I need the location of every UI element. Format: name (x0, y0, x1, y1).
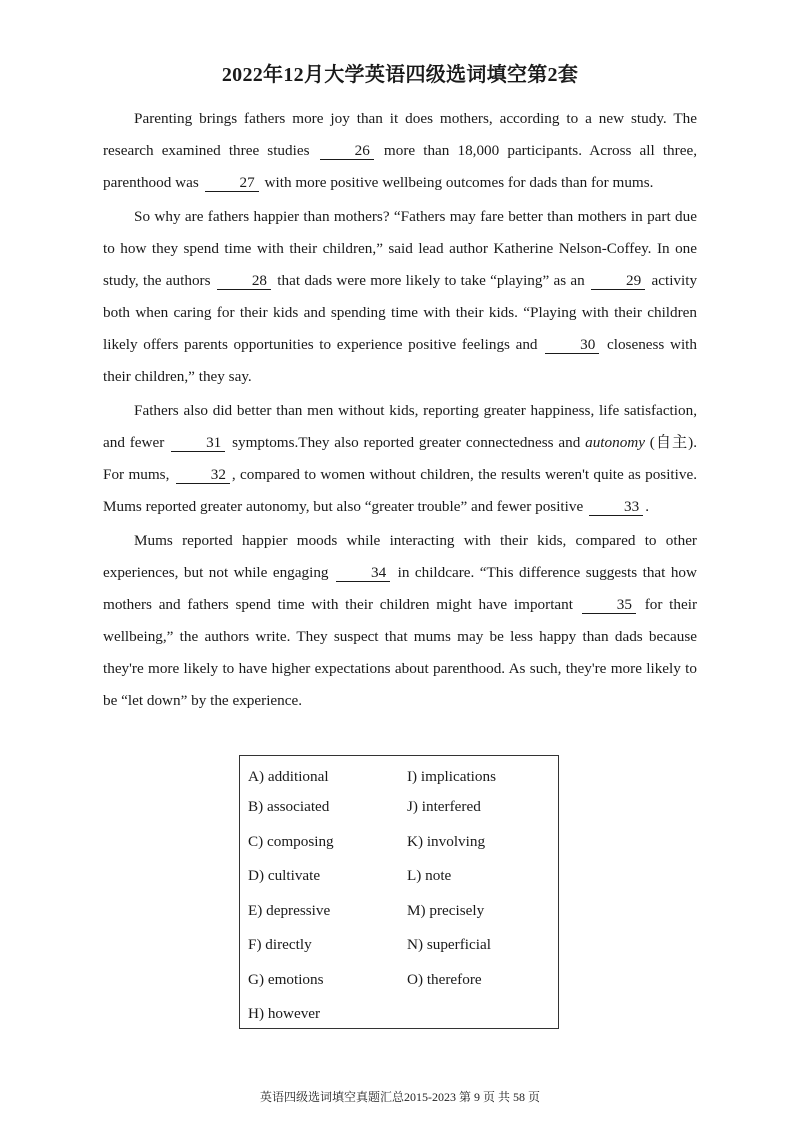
option-a: A) additional (248, 768, 329, 785)
option-n: N) superficial (407, 936, 491, 953)
blank-32: 32 (176, 467, 230, 484)
option-m: M) precisely (407, 901, 485, 919)
text: for their wellbeing,” the authors write. They suspect that mums may be less happy than dads because they're more likely to have higher expectations about parenthood. As such, they're more likely to be “let down” by the experience. (103, 596, 698, 709)
text: Mums reported happier moods while interacting with their kids, compared to other experiences, but not while engaging (103, 532, 697, 581)
text: . (645, 498, 649, 515)
word-bank-box (239, 755, 559, 1029)
word-bank-left-column (248, 766, 334, 1038)
option-e: E) depressive (248, 901, 331, 919)
option-o: O) therefore (407, 970, 482, 988)
blank-28: 28 (217, 273, 271, 290)
option-j: J) interfered (407, 798, 481, 815)
text: that dads were more likely to take “playing” as an (277, 272, 585, 289)
text: with more positive wellbeing outcomes for dads than for mums. (264, 174, 654, 191)
page-footer: 英语四级选词填空真题汇总2015-2023 第 9 页 共 58 页 (260, 1090, 540, 1104)
text: So why are fathers happier than mothers? “Fathers may fare better than mothers in part due to how they spend time with their children,” said lead author Katherine Nelson-Coffey. In one study, the authors (103, 208, 697, 289)
blank-33: 33 (589, 499, 643, 516)
text: (自主). For mums, (103, 434, 698, 483)
paragraph-1 (103, 103, 697, 199)
blank-34: 34 (336, 565, 390, 582)
option-d: D) cultivate (248, 867, 321, 884)
option-l: L) note (407, 867, 452, 884)
word-bank-right-column (407, 766, 496, 1003)
text: closeness with their children,” they say. (103, 336, 697, 385)
blank-27: 27 (205, 175, 259, 192)
page-title: 2022年12月大学英语四级选词填空第2套 (221, 64, 579, 86)
blank-29: 29 (591, 273, 645, 290)
blank-35: 35 (582, 597, 636, 614)
blank-31: 31 (171, 435, 225, 452)
italic-term: autonomy (585, 434, 645, 451)
option-h: H) however (248, 1005, 321, 1022)
blank-30: 30 (545, 337, 599, 354)
option-c: C) composing (248, 832, 334, 850)
blank-26: 26 (320, 143, 374, 160)
option-i: I) implications (407, 768, 496, 785)
text: , compared to women without children, the results weren't quite as positive. Mums reported greater autonomy, but also “greater trouble” and fewer positive (103, 466, 697, 515)
paragraph-3 (103, 395, 697, 523)
paragraph-2 (103, 201, 697, 393)
text: more than 18,000 participants. Across all three, parenthood was (103, 142, 697, 191)
option-f: F) directly (248, 936, 312, 953)
passage (103, 103, 697, 719)
option-k: K) involving (407, 832, 486, 850)
text: Fathers also did better than men without kids, reporting greater happiness, life satisfaction, and fewer (103, 402, 697, 451)
text: Parenting brings fathers more joy than it does mothers, according to a new study. The research examined three studies (103, 110, 697, 159)
paragraph-4 (103, 525, 697, 717)
text: symptoms.They also reported greater connectedness and (232, 434, 581, 451)
text: in childcare. “This difference suggests that how mothers and fathers spend time with their children might have important (103, 564, 697, 613)
text: activity both when caring for their kids and spending time with their kids. “Playing with their children likely offers parents opportunities to experience positive feelings and (103, 272, 698, 353)
option-b: B) associated (248, 798, 330, 815)
option-g: G) emotions (248, 970, 324, 988)
